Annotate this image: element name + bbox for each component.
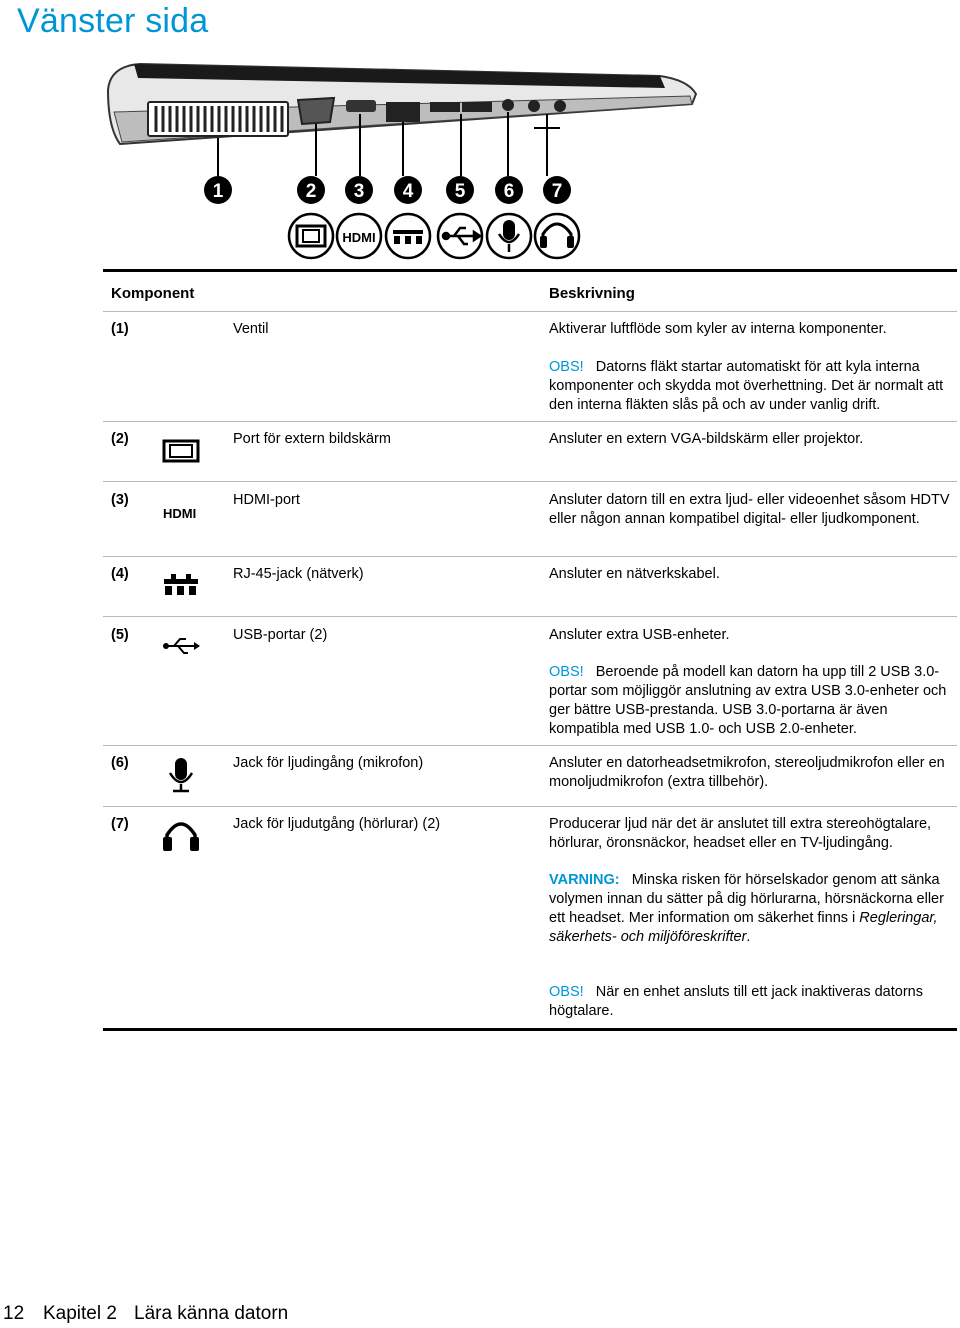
callout-group (204, 176, 571, 204)
header-divider (103, 311, 957, 312)
note-block (549, 663, 954, 739)
component-name: Ventil (233, 321, 269, 337)
note-label: OBS! (549, 359, 584, 375)
network-icon (393, 230, 423, 244)
vga-icon (162, 438, 202, 464)
component-name: Port för extern bildskärm (233, 431, 391, 447)
component-description: Ansluter en extern VGA-bildskärm eller projektor. (549, 431, 864, 447)
callout-1: 1 (212, 181, 224, 202)
callout-2: 2 (305, 181, 317, 202)
note-label: OBS! (549, 664, 584, 680)
row-divider (103, 616, 957, 617)
component-description: Ansluter extra USB-enheter. (549, 627, 730, 643)
table-top-rule (103, 269, 957, 272)
laptop-left-side-illustration (100, 58, 700, 268)
note-label: OBS! (549, 984, 584, 1000)
component-name: USB-portar (2) (233, 627, 328, 643)
component-description: Ansluter en datorheadsetmikrofon, stereoljudmikrofon eller en monoljudmikrofon (extra tillbehör). (549, 755, 945, 790)
page-number: 12 (3, 1303, 25, 1324)
row-number: (3) (111, 492, 129, 508)
warning-text: Minska risken för hörselskador genom att sänka volymen innan du sätter på dig hörlurarna, hörsnäckorna eller ett headset. Mer information om säkerhet finns i (549, 872, 944, 926)
table-bottom-rule (103, 1028, 957, 1031)
usb-port-1 (430, 102, 460, 112)
usb-icon (162, 636, 202, 656)
network-icon (162, 573, 202, 597)
row-number: (6) (111, 755, 129, 771)
row-divider (103, 421, 957, 422)
hdmi-icon: HDMI (342, 230, 376, 245)
hdmi-port (346, 100, 376, 112)
vga-port (298, 98, 334, 124)
component-description: Ansluter en nätverkskabel. (549, 566, 720, 582)
callout-7: 7 (551, 181, 563, 202)
callout-4: 4 (402, 181, 414, 202)
rj45-port (386, 102, 420, 122)
headphones-icon (162, 817, 202, 853)
header-component: Komponent (111, 285, 195, 302)
note-text: Datorns fläkt startar automatiskt för att kyla interna komponenter och skydda mot överhettning. Det är normalt att den interna fläkten slås på och av under vanlig drift. (549, 359, 944, 413)
footer-chapter: Kapitel 2 (43, 1303, 117, 1324)
component-description: Aktiverar luftflöde som kyler av interna komponenter. (549, 321, 887, 337)
footer-chapter-title: Lära känna datorn (134, 1303, 289, 1324)
vent-grille (148, 102, 288, 136)
header-description: Beskrivning (549, 285, 635, 302)
note-text: När en enhet ansluts till ett jack inaktiveras datorns högtalare. (549, 984, 923, 1019)
note-text: Beroende på modell kan datorn ha upp till 2 USB 3.0-portar som möjliggör anslutning av extra USB 3.0-enheter och ger bättre USB-prestanda. USB 3.0-portarna är även kompatibla med USB 1.0- och USB 2.0-enheter. (549, 664, 947, 737)
headphone-jack-1 (528, 100, 540, 112)
row-number: (5) (111, 627, 129, 643)
microphone-icon (162, 757, 202, 793)
row-divider (103, 556, 957, 557)
callout-5: 5 (454, 181, 466, 202)
warning-label: VARNING: (549, 872, 620, 888)
component-name: Jack för ljudutgång (hörlurar) (2) (233, 816, 441, 832)
row-divider (103, 481, 957, 482)
callout-3: 3 (353, 181, 365, 202)
note-block (549, 983, 954, 1021)
component-name: RJ-45-jack (nätverk) (233, 566, 364, 582)
component-name: HDMI-port (233, 492, 300, 508)
component-name: Jack för ljudingång (mikrofon) (233, 755, 424, 771)
row-number: (4) (111, 566, 129, 582)
page-title: Vänster sida (17, 2, 209, 40)
warning-reference: Regleringar, säkerhets- och miljöföreskrifter (549, 910, 938, 945)
row-number: (2) (111, 431, 129, 447)
usb-port-2 (462, 102, 492, 112)
headphone-jack-2 (554, 100, 566, 112)
component-description: Producerar ljud när det är anslutet till extra stereohögtalare, hörlurar, öronsnäckor, headset eller en TV-ljudingång. (549, 816, 932, 851)
component-description: Ansluter datorn till en extra ljud- eller videoenhet såsom HDTV eller någon annan kompatibel digital- eller ljudkomponent. (549, 492, 950, 527)
row-number: (1) (111, 321, 129, 337)
mic-jack (502, 99, 514, 111)
note-block (549, 358, 954, 415)
warning-block (549, 871, 954, 947)
hdmi-icon (162, 504, 202, 522)
row-divider (103, 745, 957, 746)
row-number: (7) (111, 816, 129, 832)
svg-text:HDMI: HDMI (163, 506, 197, 521)
callout-6: 6 (503, 181, 515, 202)
row-divider (103, 806, 957, 807)
warning-end: . (746, 929, 751, 945)
